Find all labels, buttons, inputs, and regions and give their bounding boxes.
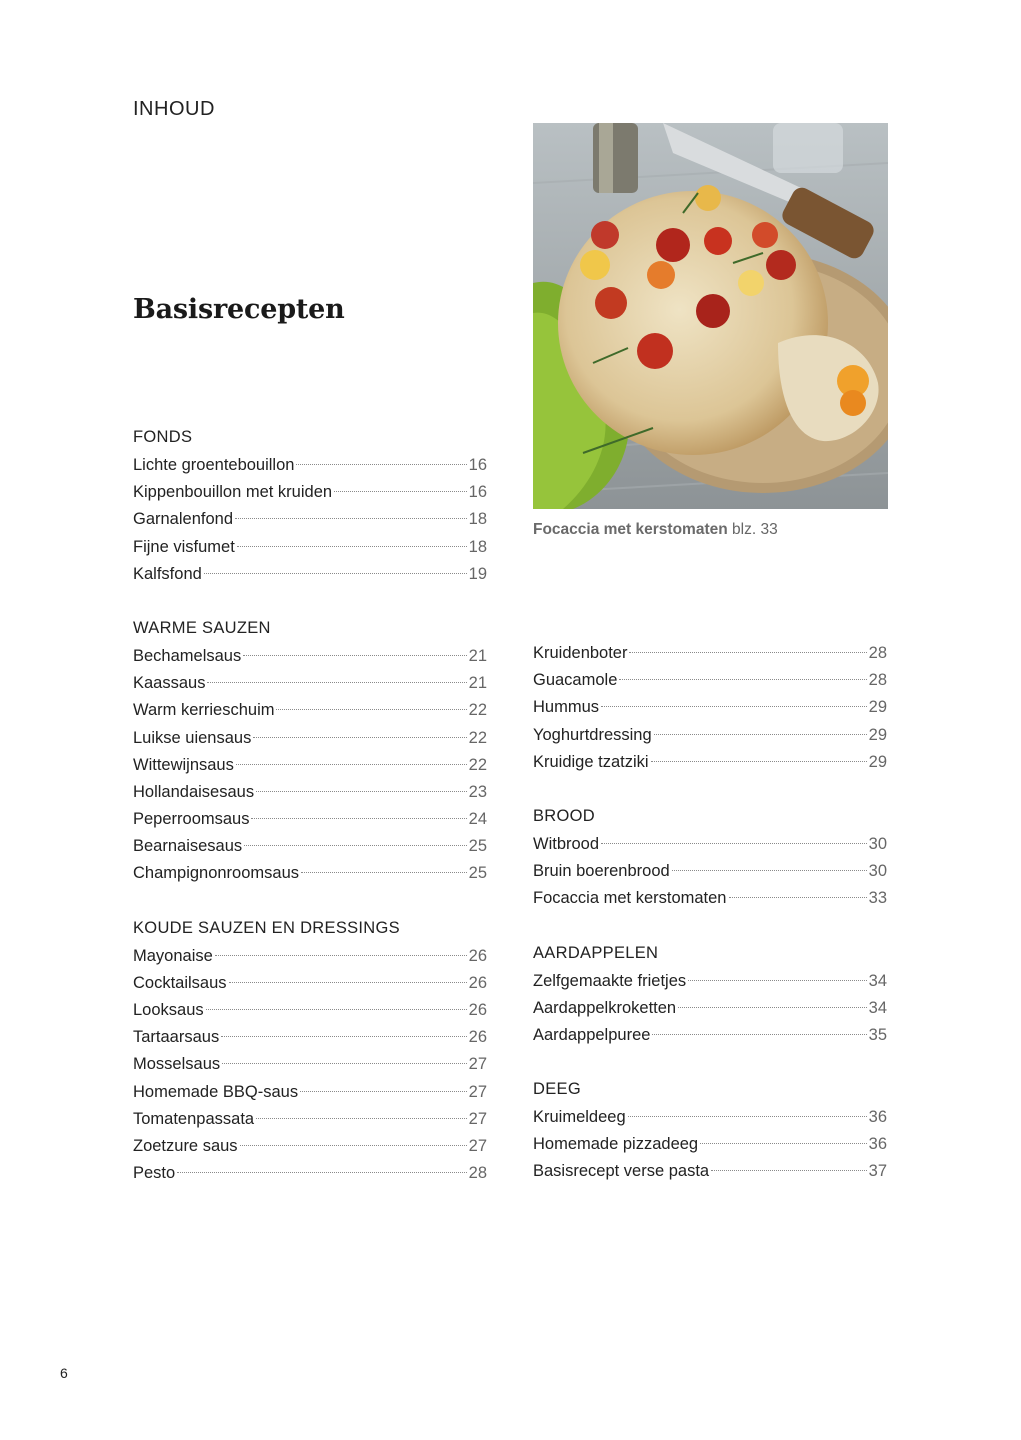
- dot-leader: [672, 870, 867, 871]
- toc-entry-page: 33: [868, 889, 887, 908]
- dot-leader: [601, 843, 867, 844]
- toc-entry-title: Warm kerrieschuim: [133, 701, 275, 720]
- toc-section: [133, 917, 487, 1189]
- dot-leader: [711, 1170, 867, 1171]
- dot-leader: [628, 1116, 867, 1117]
- toc-entry-page: 30: [868, 862, 887, 881]
- toc-entry-page: 26: [468, 1001, 487, 1019]
- toc-entry-title: Focaccia met kerstomaten: [533, 889, 727, 908]
- toc-entry-page: 25: [468, 837, 487, 856]
- toc-entry-page: 26: [468, 973, 487, 992]
- dot-leader: [177, 1172, 466, 1173]
- toc-entry[interactable]: [133, 480, 487, 507]
- toc-entry[interactable]: [533, 969, 887, 996]
- toc-entry[interactable]: [133, 1161, 487, 1188]
- toc-column-left: [133, 426, 487, 1216]
- toc-entry-page: 21: [468, 646, 487, 665]
- toc-entry-page: 19: [468, 564, 487, 583]
- toc-entry[interactable]: [133, 562, 487, 589]
- toc-section-title: AARDAPPELEN: [533, 943, 659, 962]
- toc-entry-page: 27: [468, 1055, 487, 1074]
- toc-entry-title: Zoetzure saus: [133, 1136, 238, 1155]
- toc-entry-page: 29: [868, 725, 887, 744]
- dot-leader: [619, 679, 866, 680]
- toc-entry[interactable]: [133, 698, 487, 725]
- dot-leader: [204, 573, 467, 574]
- toc-entry-title: Cocktailsaus: [133, 973, 227, 992]
- toc-entry-title: Wittewijnsaus: [133, 755, 234, 774]
- toc-entry-page: 25: [468, 864, 487, 883]
- toc-section: [533, 805, 887, 914]
- toc-entry-title: Yoghurtdressing: [533, 725, 652, 744]
- toc-entry[interactable]: [133, 726, 487, 753]
- toc-entry-page: 27: [468, 1109, 487, 1128]
- toc-entry-title: Fijne visfumet: [133, 537, 235, 556]
- toc-entry-title: Bearnaisesaus: [133, 837, 243, 856]
- toc-entry-title: Kippenbouillon met kruiden: [133, 483, 333, 502]
- toc-entry[interactable]: [533, 723, 887, 750]
- toc-entry[interactable]: [533, 1132, 887, 1159]
- toc-list: [133, 453, 487, 589]
- toc-entry[interactable]: [133, 453, 487, 480]
- toc-entry[interactable]: [533, 996, 887, 1023]
- toc-entry-title: Looksaus: [133, 1001, 204, 1019]
- toc-entry-title: Kruidenboter: [533, 644, 628, 662]
- toc-entry-page: 29: [868, 698, 887, 717]
- toc-entry[interactable]: [133, 1025, 487, 1052]
- dot-leader: [276, 709, 466, 710]
- toc-entry[interactable]: [133, 535, 487, 562]
- toc-entry-title: Bruin boerenbrood: [533, 862, 670, 881]
- dot-leader: [652, 1034, 866, 1035]
- toc-entry[interactable]: [533, 859, 887, 886]
- toc-entry-title: Luikse uiensaus: [133, 728, 252, 747]
- toc-column-right: [533, 641, 887, 1215]
- toc-entry-title: Hummus: [533, 698, 600, 717]
- toc-entry[interactable]: [533, 750, 887, 777]
- toc-section: [533, 1078, 887, 1187]
- toc-list: [133, 644, 487, 889]
- toc-entry[interactable]: [133, 780, 487, 807]
- toc-entry[interactable]: [533, 1105, 887, 1132]
- dot-leader: [215, 955, 467, 956]
- dot-leader: [678, 1007, 867, 1008]
- toc-entry-page: 18: [468, 510, 487, 529]
- toc-entry-title: Aardappelkroketten: [533, 998, 677, 1017]
- dot-leader: [229, 982, 467, 983]
- toc-entry-page: 28: [868, 644, 887, 662]
- dot-leader: [221, 1036, 466, 1037]
- toc-entry-title: Bechamelsaus: [133, 646, 242, 665]
- toc-section-title: KOUDE SAUZEN EN DRESSINGS: [133, 918, 400, 937]
- toc-entry-page: 27: [468, 1136, 487, 1155]
- toc-entry-page: 28: [868, 671, 887, 690]
- toc-entry[interactable]: [533, 886, 887, 913]
- toc-entry[interactable]: [133, 1134, 487, 1161]
- toc-entry-page: 36: [868, 1135, 887, 1154]
- toc-section-title: FONDS: [133, 428, 193, 446]
- toc-entry[interactable]: [133, 644, 487, 671]
- toc-entry[interactable]: [133, 1107, 487, 1134]
- toc-entry[interactable]: [133, 507, 487, 534]
- toc-entry-page: 29: [868, 752, 887, 771]
- dot-leader: [700, 1143, 867, 1144]
- toc-entry-title: Guacamole: [533, 671, 618, 690]
- toc-entry-title: Pesto: [133, 1164, 176, 1183]
- dot-leader: [236, 764, 467, 765]
- toc-entry-page: 26: [468, 946, 487, 965]
- dot-leader: [237, 546, 467, 547]
- toc-entry-title: Aardappelpuree: [533, 1025, 651, 1044]
- toc-entry-title: Zelfgemaakte frietjes: [533, 971, 687, 990]
- caption-title: Focaccia met kerstomaten: [533, 521, 728, 538]
- toc-entry-page: 22: [468, 728, 487, 747]
- toc-entry[interactable]: [533, 1159, 887, 1186]
- toc-entry-title: Champignonroomsaus: [133, 864, 300, 883]
- toc-entry-page: 28: [468, 1164, 487, 1183]
- toc-entry[interactable]: [133, 998, 487, 1025]
- dot-leader: [688, 980, 866, 981]
- dot-leader: [651, 761, 867, 762]
- dot-leader: [243, 655, 466, 656]
- dot-leader: [235, 518, 467, 519]
- toc-entry[interactable]: [533, 1023, 887, 1050]
- toc-entry-page: 27: [468, 1082, 487, 1101]
- toc-entry-page: 22: [468, 755, 487, 774]
- toc-section: [533, 641, 887, 777]
- toc-entry-title: Kruidige tzatziki: [533, 752, 649, 771]
- toc-entry-title: Basisrecept verse pasta: [533, 1162, 710, 1181]
- toc-entry[interactable]: [133, 834, 487, 861]
- toc-entry-title: Kaassaus: [133, 674, 206, 693]
- toc-entry-title: Garnalenfond: [133, 510, 233, 529]
- toc-entry-title: Hollandaisesaus: [133, 782, 255, 801]
- toc-entry[interactable]: [533, 641, 887, 668]
- toc-entry[interactable]: [133, 1080, 487, 1107]
- toc-entry[interactable]: [533, 832, 887, 859]
- toc-list: [533, 641, 887, 777]
- toc-entry-page: 24: [468, 810, 487, 829]
- toc-list: [133, 944, 487, 1189]
- toc-section: [133, 617, 487, 889]
- dot-leader: [654, 734, 867, 735]
- toc-entry-title: Tomatenpassata: [133, 1109, 255, 1128]
- toc-entry-title: Peperroomsaus: [133, 810, 250, 829]
- dot-leader: [296, 464, 466, 465]
- toc-list: [533, 1105, 887, 1187]
- chapter-title: Basisrecepten: [133, 294, 345, 325]
- dot-leader: [256, 791, 467, 792]
- toc-section: [133, 426, 487, 589]
- toc-entry[interactable]: [133, 861, 487, 888]
- page-header: INHOUD: [133, 98, 215, 120]
- toc-entry[interactable]: [133, 944, 487, 971]
- toc-entry-title: Lichte groentebouillon: [133, 456, 295, 474]
- toc-entry-page: 16: [468, 456, 487, 474]
- toc-entry-title: Tartaarsaus: [133, 1028, 220, 1047]
- toc-entry[interactable]: [533, 695, 887, 722]
- caption-page: blz. 33: [732, 521, 778, 538]
- dot-leader: [601, 706, 867, 707]
- toc-entry-title: Homemade BBQ-saus: [133, 1082, 299, 1101]
- dot-leader: [256, 1118, 467, 1119]
- toc-entry-page: 18: [468, 537, 487, 556]
- toc-section: [533, 942, 887, 1051]
- toc-entry-title: Mayonaise: [133, 946, 213, 965]
- toc-entry-page: 30: [868, 834, 887, 853]
- page-number: 6: [60, 1365, 68, 1381]
- dot-leader: [244, 845, 466, 846]
- toc-entry-page: 16: [468, 483, 487, 502]
- toc-entry[interactable]: [133, 671, 487, 698]
- dot-leader: [253, 737, 466, 738]
- toc-entry[interactable]: [533, 668, 887, 695]
- dot-leader: [240, 1145, 467, 1146]
- dot-leader: [301, 872, 467, 873]
- toc-entry-title: Kalfsfond: [133, 564, 202, 583]
- toc-entry-page: 22: [468, 701, 487, 720]
- toc-section-title: WARME SAUZEN: [133, 618, 271, 637]
- toc-entry-page: 36: [868, 1108, 887, 1127]
- dot-leader: [729, 897, 867, 898]
- toc-entry-title: Mosselsaus: [133, 1055, 221, 1074]
- dot-leader: [629, 652, 866, 653]
- toc-entry[interactable]: [133, 971, 487, 998]
- dot-leader: [251, 818, 466, 819]
- dot-leader: [300, 1091, 467, 1092]
- toc-entry-page: 26: [468, 1028, 487, 1047]
- toc-entry-title: Witbrood: [533, 834, 600, 853]
- toc-list: [533, 969, 887, 1051]
- dot-leader: [207, 682, 466, 683]
- dot-leader: [206, 1009, 467, 1010]
- toc-entry[interactable]: [133, 807, 487, 834]
- focaccia-photo: [533, 123, 888, 509]
- toc-entry-page: 34: [868, 971, 887, 990]
- toc-entry-title: Homemade pizzadeeg: [533, 1135, 699, 1154]
- toc-entry[interactable]: [133, 1052, 487, 1079]
- toc-entry-page: 23: [468, 782, 487, 801]
- photo-caption: [533, 521, 778, 539]
- dot-leader: [334, 491, 467, 492]
- toc-entry[interactable]: [133, 753, 487, 780]
- toc-entry-title: Kruimeldeeg: [533, 1108, 626, 1127]
- toc-entry-page: 34: [868, 998, 887, 1017]
- focaccia-illustration: [533, 123, 888, 509]
- toc-section-title: BROOD: [533, 806, 596, 825]
- dot-leader: [222, 1063, 467, 1064]
- toc-entry-page: 21: [468, 674, 487, 693]
- toc-entry-page: 35: [868, 1025, 887, 1044]
- toc-list: [533, 832, 887, 914]
- toc-section-title: DEEG: [533, 1080, 581, 1099]
- toc-entry-page: 37: [868, 1162, 887, 1181]
